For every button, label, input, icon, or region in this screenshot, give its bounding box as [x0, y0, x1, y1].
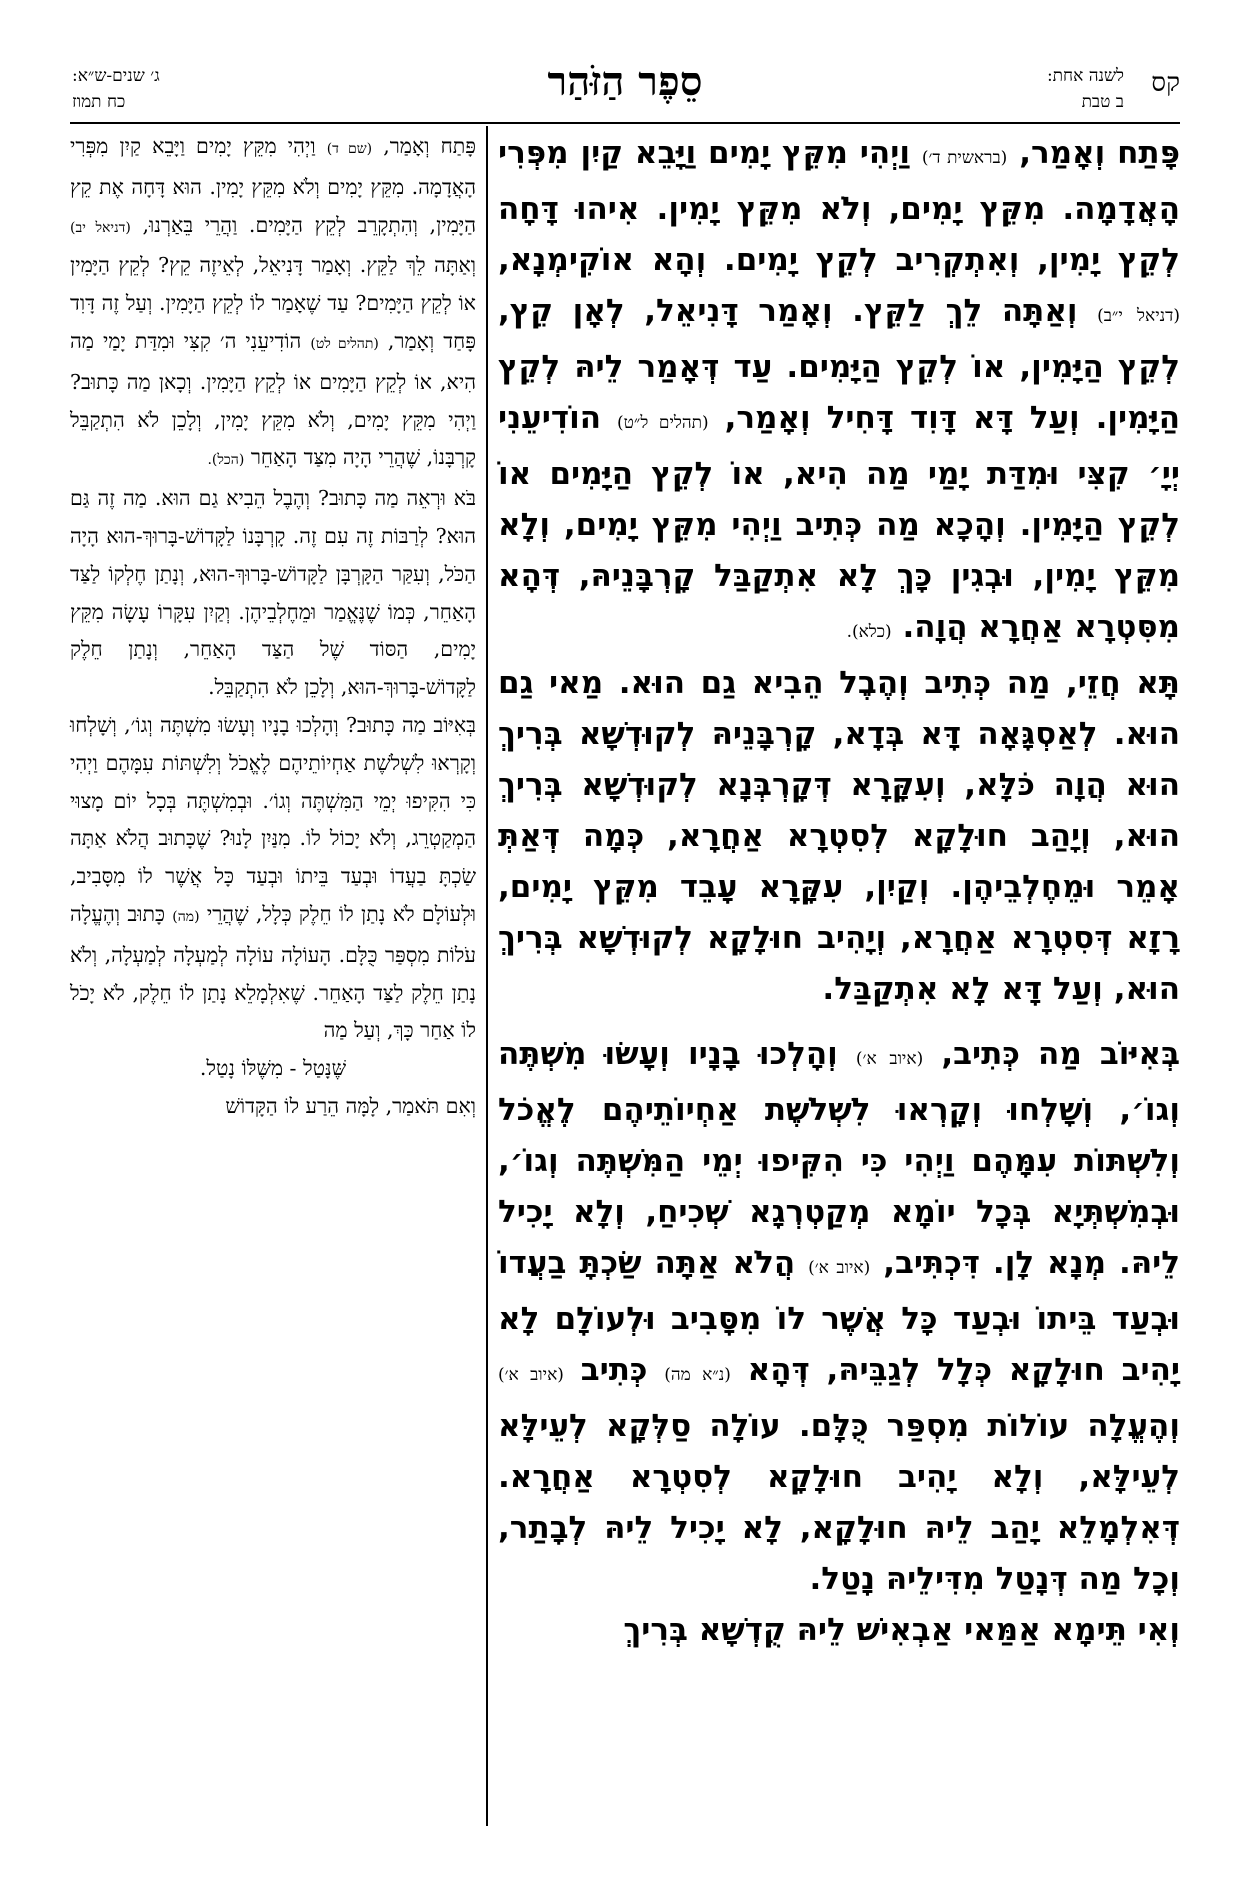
page-number: קס: [1151, 68, 1180, 98]
text-run: הוֹדִיעֵנִי ה׳ קִצִּי וּמִדַּת יָמַי מַה הִיא, אוֹ לְקֵץ הַיָּמִים אוֹ לְקֵץ הַיָּמִין. וְכָאן מַה כָּתוּב? וַיְהִי מִקֵּץ יָמִים, וְלֹא מִקֵּץ יָמִין, וְלָכֵן לֹא הִתְקַבֵּל קָרְבָּנוֹ, שֶׁהֲרֵי הָיָה מִצַּד הָאַחֵר: [70, 328, 476, 470]
study-date-left: כח תמוז: [72, 92, 126, 112]
paragraph: וְאִם תֹּאמַר, לָמָּה הֵרַע לוֹ הַקָּדוֹשׁ: [225, 1093, 476, 1118]
text-run: כְּתִיב: [580, 1352, 648, 1388]
text-run: וַיְהִי מִקֵּץ יָמִים וַיָּבֵא קַיִן מִפְּרִי הָאֲדָמָה. מִקֵּץ יָמִים וְלֹא מִקֵּץ יָמִין. הוּא דָּחָה אֶת קֵץ הַיָּמִין, וְהִתְקָרֵב לְקֵץ הַיָּמִים. וַהֲרֵי בֵּאַרְנוּ,: [70, 134, 476, 237]
paragraph: [498, 1029, 1180, 1605]
book-title: סֵפֶר הַזֹּהַר: [547, 58, 703, 105]
text-run: הֲלֹא אַתָּה שַׂכְתָּ בַעֲדוֹ וּבְעַד בֵּיתוֹ וּבְעַד כָּל אֲשֶׁר לוֹ מִסָּבִיב וּלְעוֹלָם לָא יָהִיב חוּלָקָא כְּלָל לְגַבֵּיהּ, דְּהָא: [498, 1245, 1181, 1388]
source-reference: (כלא).: [846, 622, 892, 642]
text-run: וַיְהִי מִקֵּץ יָמִים וַיָּבֵא קַיִן מִפְּרִי הָאֲדָמָה. מִקֵּץ יָמִים, וְלֹא מִקֵּץ יָמִין. אִיהוּ דָּחָה לְקֵץ יָמִין, וְאִתְקְרִיב לְקֵץ יָמִים. וְהָא אוֹקִימְנָא,: [498, 135, 1180, 278]
study-schedule-year: לשנה אחת:: [1046, 66, 1124, 86]
text-run: וְאַתָּה לֵךְ לַקֵּץ. וְאָמַר דָּנִיאֵל, לְאָן קֵץ, לְקֵץ הַיָּמִין, אוֹ לְקֵץ הַיָּמִים. עַד דְּאָמַר לֵיהּ לְקֵץ הַיָּמִין. וְעַל דָּא דָּוִד דָּחִיל וְאָמַר,: [498, 293, 1181, 436]
text-run: הוֹדִיעֵנִי יְיָ׳ קִצִּי וּמִדַּת יָמַי מַה הִיא, אוֹ לְקֵץ הַיָּמִים אוֹ לְקֵץ הַיָּמִין. וְהָכָא מַה כְּתִיב וַיְהִי מִקֵּץ יָמִים, וְלָא מִקֵּץ יָמִין, וּבְגִין כָּךְ לָא אִתְקַבַּל קָרְבָּנֵיהּ, דְּהָא מִסִּטְרָא אַחֲרָא הֲוָה.: [498, 400, 1180, 645]
text-run: וְהָלְכוּ בָנָיו וְעָשׂוּ מִשְׁתֶּה וְגוֹ׳, וְשָׁלְחוּ וְקָרְאוּ לִשְׁלֹשֶׁת אַחְיוֹתֵיהֶם לֶאֱכֹל וְלִשְׁתּוֹת עִמָּהֶם וַיְהִי כִּי הִקִּיפוּ יְמֵי הַמִּשְׁתֶּה וְגוֹ׳, וּבְמִשְׁתְּיָא בְּכָל יוֹמָא מְקַטְרְגָא שְׁכִיחַ, וְלָא יָכִיל לֵיהּ. מְנָא לָן. דִּכְתִּיב,: [498, 1036, 1180, 1281]
study-schedule-years: ג׳ שנים-ש״א:: [72, 66, 160, 86]
source-reference: (דניאל י״ב): [1097, 306, 1180, 326]
source-reference: (נ״א מה): [664, 1365, 731, 1385]
text-run: בְּאִיּוֹב מַה כָּתוּב? וְהָלְכוּ בָנָיו וְעָשׂוּ מִשְׁתֶּה וְגוֹ׳, וְשָׁלְחוּ וְקָרְאוּ לִשְׁלֹשֶׁת אַחְיוֹתֵיהֶם לֶאֱכֹל וְלִשְׁתּוֹת עִמָּהֶם וַיְהִי כִּי הִקִּיפוּ יְמֵי הַמִּשְׁתֶּה וְגוֹ׳. וּבְמִשְׁתֶּה בְּכָל יוֹם מָצוּי הַמְקַטְרֵג, וְלֹא יָכוֹל לוֹ. מִנַּיִן לָנוּ? שֶׁכָּתוּב הֲלֹא אַתָּה שַׂכְתָּ בַעֲדוֹ וּבְעַד בֵּיתוֹ וּבְעַד כָּל אֲשֶׁר לוֹ מִסָּבִיב, וּלְעוֹלָם לֹא נָתַן לוֹ חֵלֶק כְּלָל, שֶׁהֲרֵי: [70, 712, 476, 926]
paragraph: תָּא חֲזֵי, מַה כְּתִיב וְהֶבֶל הֵבִיא גַם הוּא. מַאי גַם הוּא. לְאַסְגָּאָה דָּא בְּדָא, קָרְבָּנֵיהּ לְקוּדְשָׁא בְּרִיךְ הוּא הֲוָה כֹּלָּא, וְעִקָּרָא דְּקָרְבְּנָא לְקוּדְשָׁא בְּרִיךְ הוּא, וְיָהַב חוּלָקָא לְסִטְרָא אַחֲרָא, כְּמָה דְּאַתְּ אָמֵר וּמֵחֶלְבֵיהֶן. וְקַיִן, עִקָּרָא עָבֵד מִקֵּץ יָמִים, רָזָא דְּסִטְרָא אַחֲרָא, וְיָהִיב חוּלָקָא לְקוּדְשָׁא בְּרִיךְ הוּא, וְעַל דָּא לָא אִתְקַבַּל.: [498, 665, 1180, 1007]
paragraph-last-line: שֶּׁנָּטַל - מִשֶּׁלּוֹ נָטַל.: [199, 1056, 347, 1081]
paragraph: בֹּא וּרְאֵה מַה כָּתוּב? וְהֶבֶל הֵבִיא גַם הוּא. מַה זֶה גַּם הוּא? לְרַבּוֹת זֶה עִם זֶה. קָרְבָּנוֹ לַקָּדוֹשׁ-בָּרוּךְ-הוּא הָיָה הַכֹּל, וְעִקַּר הַקָּרְבָּן לַקָּדוֹשׁ-בָּרוּךְ-הוּא, וְנָתַן חֶלְקוֹ לַצַּד הָאַחֵר, כְּמוֹ שֶׁנֶּאֱמַר וּמֵחֶלְבֵיהֶן. וְקַיִן עִקָּרוֹ עָשָׂה מִקֵּץ יָמִים, הַסּוֹד שֶׁל הַצַּד הָאַחֵר, וְנָתַן חֵלֶק לַקָּדוֹשׁ-בָּרוּךְ-הוּא, וְלָכֵן לֹא הִתְקַבֵּל.: [70, 486, 476, 700]
header-rule: [70, 122, 1180, 124]
paragraph-lead: פָּתַח וְאָמַר,: [383, 134, 476, 158]
study-date-right: ב טבת: [1081, 92, 1124, 112]
source-reference: (תהלים ל״ט): [617, 413, 709, 433]
source-reference: (הכל).: [207, 452, 245, 469]
paragraph: [70, 707, 476, 1050]
source-reference: (שם ד): [326, 141, 373, 157]
source-reference: (דניאל יב): [70, 219, 131, 236]
running-header: [70, 58, 1180, 122]
hebrew-translation-column: [70, 128, 476, 1126]
text-run: וְאַתָּה לֵךְ לַקֵּץ. וְאָמַר דָּנִיאֵל, לְאֵיזֶה קֵץ? לְקֵץ הַיָּמִין אוֹ לְקֵץ הַיָּמִים? עַד שֶׁאָמַר לוֹ לְקֵץ הַיָּמִין. וְעַל זֶה דָּוִד פָּחַד וְאָמַר,: [70, 253, 476, 353]
source-reference: (איוב א׳): [808, 1258, 871, 1278]
paragraph: [70, 128, 476, 480]
paragraph-lead: פָּתַח וְאָמַר,: [1019, 135, 1180, 171]
text-run: כָּתוּב וְהֶעֱלָה עֹלוֹת מִסְפַּר כֻּלָּם. הָעוֹלָה עוֹלָה לְמַעְלָה לְמַעְלָה, וְלֹא נָתַן חֵלֶק לַצַּד הָאַחֵר. שֶׁאִלְמָלֵא נָתַן לוֹ חֵלֶק, לֹא יָכֹל לוֹ אַחַר כָּךְ, וְעַל מַה: [70, 901, 476, 1043]
source-reference: (מה): [172, 908, 200, 925]
source-reference: (בראשית ד׳): [921, 148, 1008, 168]
paragraph: וְאִי תֵּימָא אַמַּאי אַבְאִישׁ לֵיהּ קֻדְשָׁא בְּרִיךְ: [623, 1612, 1180, 1648]
paragraph: [498, 128, 1180, 658]
source-reference: (איוב א׳): [498, 1365, 564, 1385]
source-reference: (איוב א׳): [855, 1049, 924, 1069]
aramaic-text-column: [498, 128, 1180, 1656]
text-run: וְהֶעֱלָה עוֹלוֹת מִסְפַּר כֻּלָּם. עוֹלָה סַלְּקָא לְעֵילָּא לְעֵילָּא, וְלָא יָהִיב חוּלָקָא לְסִטְרָא אַחֲרָא. דְּאִלְמָלֵא יָהַב לֵיהּ חוּלָקָא, לָא יָכִיל לֵיהּ לְבָתַר, וְכָל מַה דְּנָטַל מִדִּילֵיהּ נָטַל.: [498, 1408, 1180, 1597]
column-divider: [486, 126, 488, 1826]
paragraph-lead: בְּאִיּוֹב מַה כְּתִיב,: [941, 1036, 1181, 1072]
source-reference: (תהלים לט): [310, 335, 379, 352]
